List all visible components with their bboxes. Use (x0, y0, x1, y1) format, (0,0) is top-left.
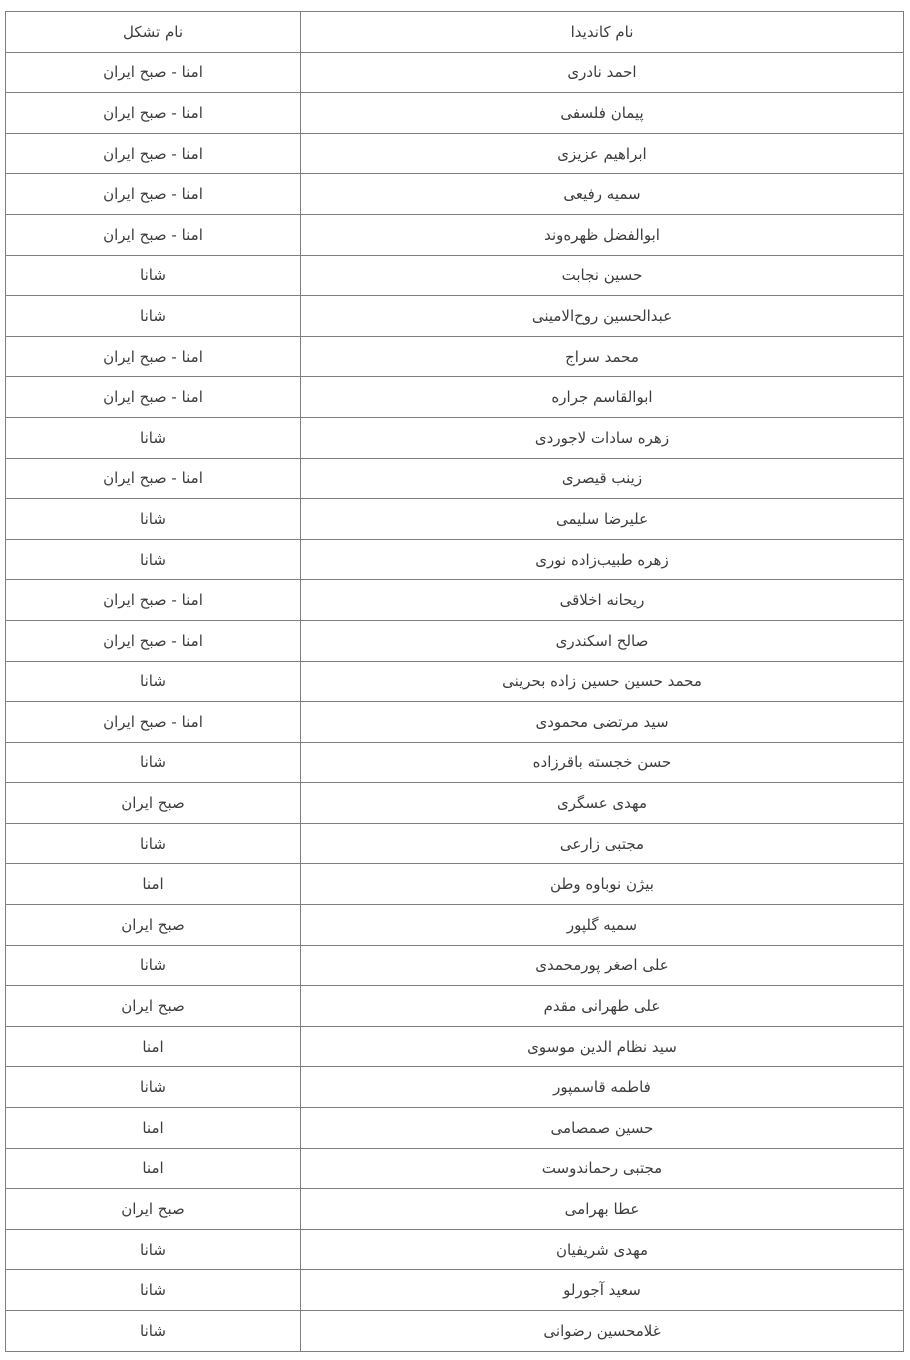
organization-name-cell: شانا (6, 1311, 301, 1352)
organization-name-cell: امنا - صبح ایران (6, 52, 301, 93)
candidate-name-cell: ابوالقاسم جراره (301, 377, 904, 418)
table-row (6, 986, 904, 1027)
organization-name-cell: امنا - صبح ایران (6, 458, 301, 499)
table-row (6, 905, 904, 946)
organization-name-cell: امنا - صبح ایران (6, 93, 301, 134)
organization-name-cell: امنا - صبح ایران (6, 702, 301, 743)
candidate-name-cell: زهره سادات لاجوردی (301, 417, 904, 458)
organization-name-cell: صبح ایران (6, 986, 301, 1027)
candidate-name-cell: زینب قیصری (301, 458, 904, 499)
candidate-name-cell: غلامحسین رضوانی (301, 1311, 904, 1352)
candidate-name-cell: محمد حسین حسین زاده بحرینی (301, 661, 904, 702)
candidate-name-cell: حسین صمصامی (301, 1108, 904, 1149)
table-row (6, 1311, 904, 1352)
table-row (6, 458, 904, 499)
candidate-name-cell: علیرضا سلیمی (301, 499, 904, 540)
table-row (6, 539, 904, 580)
table-row (6, 1270, 904, 1311)
table-row (6, 499, 904, 540)
candidate-name-cell: ریحانه اخلاقی (301, 580, 904, 621)
candidate-name-cell: علی اصغر پورمحمدی (301, 945, 904, 986)
table-row (6, 214, 904, 255)
table-row (6, 702, 904, 743)
organization-name-cell: صبح ایران (6, 1189, 301, 1230)
organization-name-cell: صبح ایران (6, 905, 301, 946)
table-row (6, 1148, 904, 1189)
organization-name-cell: امنا - صبح ایران (6, 214, 301, 255)
organization-name-cell: امنا - صبح ایران (6, 580, 301, 621)
organization-name-cell: صبح ایران (6, 783, 301, 824)
table-row (6, 945, 904, 986)
candidate-name-cell: محمد سراج (301, 336, 904, 377)
candidate-name-cell: عطا بهرامی (301, 1189, 904, 1230)
candidate-name-cell: مجتبی رحماندوست (301, 1148, 904, 1189)
candidate-name-cell: بیژن نوباوه وطن (301, 864, 904, 905)
table-row (6, 255, 904, 296)
table-row (6, 52, 904, 93)
organization-name-cell: امنا - صبح ایران (6, 620, 301, 661)
organization-name-cell: امنا (6, 1026, 301, 1067)
candidate-name-cell: علی طهرانی مقدم (301, 986, 904, 1027)
candidate-name-cell: احمد نادری (301, 52, 904, 93)
table-row (6, 1067, 904, 1108)
organization-name-cell: شانا (6, 539, 301, 580)
table-row (6, 580, 904, 621)
organization-name-cell: امنا - صبح ایران (6, 174, 301, 215)
organization-name-cell: شانا (6, 417, 301, 458)
table-row (6, 620, 904, 661)
table-row (6, 823, 904, 864)
candidate-name-cell: ابوالفضل ظهره‌وند (301, 214, 904, 255)
organization-name-cell: امنا (6, 1148, 301, 1189)
table-row (6, 864, 904, 905)
table-row (6, 133, 904, 174)
organization-name-cell: امنا - صبح ایران (6, 336, 301, 377)
candidate-name-cell: سمیه رفیعی (301, 174, 904, 215)
organization-name-cell: شانا (6, 499, 301, 540)
table-row (6, 336, 904, 377)
header-organization-name: نام تشکل (6, 12, 301, 53)
organization-name-cell: شانا (6, 661, 301, 702)
candidate-name-cell: مهدی شریفیان (301, 1229, 904, 1270)
organization-name-cell: شانا (6, 742, 301, 783)
organization-name-cell: امنا - صبح ایران (6, 133, 301, 174)
table-row (6, 783, 904, 824)
organization-name-cell: شانا (6, 296, 301, 337)
candidate-name-cell: زهره طبیب‌زاده نوری (301, 539, 904, 580)
table-row (6, 1026, 904, 1067)
table-row (6, 417, 904, 458)
candidate-name-cell: سعید آجورلو (301, 1270, 904, 1311)
candidates-table (5, 11, 904, 1352)
candidate-name-cell: عبدالحسین روح‌الامینی (301, 296, 904, 337)
organization-name-cell: شانا (6, 1270, 301, 1311)
candidate-name-cell: سید مرتضی محمودی (301, 702, 904, 743)
organization-name-cell: شانا (6, 1067, 301, 1108)
candidate-name-cell: فاطمه قاسمپور (301, 1067, 904, 1108)
organization-name-cell: شانا (6, 255, 301, 296)
candidate-name-cell: پیمان فلسفی (301, 93, 904, 134)
table-row (6, 93, 904, 134)
candidate-name-cell: مجتبی زارعی (301, 823, 904, 864)
candidate-name-cell: سید نظام الدین موسوی (301, 1026, 904, 1067)
table-row (6, 1229, 904, 1270)
table-row (6, 1189, 904, 1230)
candidate-name-cell: سمیه گلپور (301, 905, 904, 946)
candidate-name-cell: صالح اسکندری (301, 620, 904, 661)
candidate-name-cell: حسین نجابت (301, 255, 904, 296)
header-row (6, 12, 904, 53)
table-row (6, 174, 904, 215)
table-row (6, 661, 904, 702)
table-row (6, 377, 904, 418)
organization-name-cell: امنا (6, 864, 301, 905)
candidate-name-cell: ابراهیم عزیزی (301, 133, 904, 174)
organization-name-cell: شانا (6, 823, 301, 864)
candidate-name-cell: حسن خجسته باقرزاده (301, 742, 904, 783)
table-row (6, 742, 904, 783)
organization-name-cell: امنا (6, 1108, 301, 1149)
table-row (6, 296, 904, 337)
table-row (6, 1108, 904, 1149)
header-candidate-name: نام کاندیدا (301, 12, 904, 53)
candidate-name-cell: مهدی عسگری (301, 783, 904, 824)
organization-name-cell: شانا (6, 1229, 301, 1270)
table-body (6, 52, 904, 1351)
organization-name-cell: شانا (6, 945, 301, 986)
organization-name-cell: امنا - صبح ایران (6, 377, 301, 418)
